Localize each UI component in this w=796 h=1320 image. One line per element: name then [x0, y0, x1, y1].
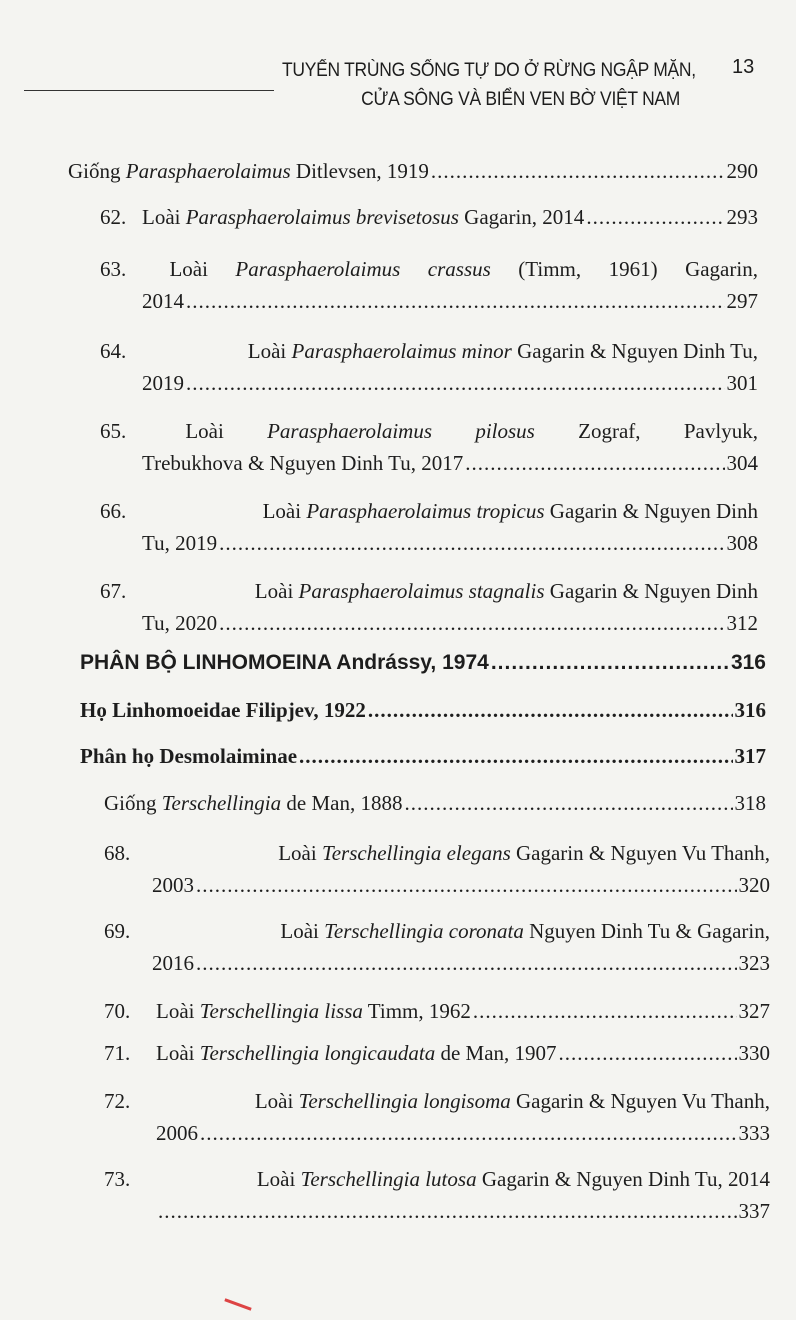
entry-text-line-2: 2014 [142, 289, 184, 313]
toc-entry-66[interactable] [100, 498, 758, 556]
entry-text: Họ Linhomoeidae Filipjev, 1922 [80, 698, 366, 722]
entry-text-line-2: Tu, 2020 [142, 611, 218, 635]
toc-entry-62[interactable] [100, 204, 758, 230]
dot-leader [473, 998, 737, 1024]
running-header [282, 56, 696, 114]
toc-entry-64[interactable] [100, 338, 758, 396]
entry-page: 304 [726, 451, 758, 475]
entry-page: 330 [738, 1041, 770, 1065]
entry-text-line-1: 69. Loài Terschellingia coronata Nguyen Dinh Tu & Gagarin, [104, 919, 770, 943]
toc-entry-genus-parasphaerolaimus[interactable] [68, 158, 758, 184]
entry-text: PHÂN BỘ LINHOMOEINA Andrássy, 1974 [80, 651, 489, 674]
entry-text-line-1: 68. Loài Terschellingia elegans Gagarin & Nguyen Vu Thanh, [104, 841, 770, 865]
entry-page: 316 [730, 651, 766, 674]
dot-leader [196, 872, 737, 898]
entry-text: Loài Terschellingia lissa Timm, 1962 [156, 999, 471, 1023]
entry-page: 320 [738, 873, 770, 897]
entry-text-line-1: 66. Loài Parasphaerolaimus tropicus Gagarin & Nguyen Dinh [100, 499, 758, 523]
entry-text-line-2: 2006 [156, 1121, 198, 1145]
header-rule [24, 90, 274, 91]
dot-leader [491, 650, 729, 676]
entry-text-line-2: 2019 [142, 371, 184, 395]
dot-leader [431, 158, 725, 184]
entry-text-line-2: Tu, 2019 [142, 531, 218, 555]
entry-text-line-1: 67. Loài Parasphaerolaimus stagnalis Gagarin & Nguyen Dinh [100, 579, 758, 603]
entry-page: 323 [738, 951, 770, 975]
toc-entry-70[interactable] [104, 998, 770, 1024]
header-title-line-2: CỬA SÔNG VÀ BIỂN VEN BỜ VIỆT NAM [361, 89, 681, 110]
entry-number: 67. [100, 579, 127, 603]
dot-leader [158, 1198, 737, 1224]
entry-text-line-1: 73. Loài Terschellingia lutosa Gagarin & Nguyen Dinh Tu, 2014 [104, 1167, 770, 1191]
entry-page: 293 [726, 205, 758, 229]
entry-text-line-2: 2016 [152, 951, 194, 975]
toc-entry-family-linhomoeidae[interactable] [80, 697, 766, 723]
toc-entry-73[interactable] [104, 1166, 770, 1224]
entry-number: 72. [104, 1089, 131, 1113]
dot-leader [219, 610, 724, 636]
dot-leader [196, 950, 737, 976]
entry-text-line-1: 72. Loài Terschellingia longisoma Gagarin & Nguyen Vu Thanh, [104, 1089, 770, 1113]
dot-leader [559, 1040, 737, 1066]
entry-page: 316 [734, 698, 766, 722]
toc-entry-68[interactable] [104, 840, 770, 898]
entry-text-line-2: 2003 [152, 873, 194, 897]
entry-page: 290 [726, 159, 758, 183]
entry-number: 71. [104, 1041, 131, 1065]
page-number: 13 [732, 56, 755, 78]
entry-number: 63. [100, 257, 127, 281]
dot-leader [404, 790, 732, 816]
dot-leader [186, 370, 725, 396]
red-pen-mark [224, 1298, 251, 1310]
entry-page: 301 [726, 371, 758, 395]
dot-leader [586, 204, 724, 230]
entry-number: 64. [100, 339, 127, 363]
entry-text-line-1: 65. Loài Parasphaerolaimus pilosus Zograf, Pavlyuk, [100, 419, 758, 443]
entry-number: 73. [104, 1167, 131, 1191]
entry-text-line-1: 64. Loài Parasphaerolaimus minor Gagarin & Nguyen Dinh Tu, [100, 339, 758, 363]
entry-text: Phân họ Desmolaiminae [80, 744, 298, 768]
dot-leader [200, 1120, 737, 1146]
dot-leader [219, 530, 724, 556]
entry-page: 327 [738, 999, 770, 1023]
entry-page: 297 [726, 289, 758, 313]
entry-page: 317 [734, 744, 766, 768]
entry-text-line-1: 63. Loài Parasphaerolaimus crassus (Timm, 1961) Gagarin, [100, 257, 758, 281]
dot-leader [465, 450, 724, 476]
entry-number: 69. [104, 919, 131, 943]
entry-page: 308 [726, 531, 758, 555]
dot-leader [186, 288, 725, 314]
entry-number: 62. [100, 205, 127, 229]
toc-entry-69[interactable] [104, 918, 770, 976]
toc-entry-subfamily-desmolaiminae[interactable] [80, 743, 766, 769]
entry-text-line-2: Trebukhova & Nguyen Dinh Tu, 2017 [142, 451, 464, 475]
entry-number: 70. [104, 999, 131, 1023]
toc-entry-65[interactable] [100, 418, 758, 476]
dot-leader [368, 697, 733, 723]
toc-entry-63[interactable] [100, 256, 758, 314]
entry-number: 68. [104, 841, 131, 865]
dot-leader [299, 743, 732, 769]
entry-text: Loài Parasphaerolaimus brevisetosus Gagarin, 2014 [142, 205, 585, 229]
entry-text: Loài Terschellingia longicaudata de Man, 1907 [156, 1041, 557, 1065]
toc-entry-71[interactable] [104, 1040, 770, 1066]
entry-page: 333 [738, 1121, 770, 1145]
entry-number: 66. [100, 499, 127, 523]
toc-entry-67[interactable] [100, 578, 758, 636]
toc-entry-suborder-linhomoeina[interactable] [80, 650, 766, 676]
entry-page: 337 [738, 1199, 770, 1223]
entry-page: 318 [734, 791, 766, 815]
entry-number: 65. [100, 419, 127, 443]
entry-page: 312 [726, 611, 758, 635]
entry-text: Giống Terschellingia de Man, 1888 [104, 791, 403, 815]
entry-text: Giống Parasphaerolaimus Ditlevsen, 1919 [68, 159, 429, 183]
toc-entry-genus-terschellingia[interactable] [104, 790, 766, 816]
header-title-line-1: TUYẾN TRÙNG SỐNG TỰ DO Ở RỪNG NGẬP MẶN, [282, 60, 696, 81]
toc-entry-72[interactable] [104, 1088, 770, 1146]
